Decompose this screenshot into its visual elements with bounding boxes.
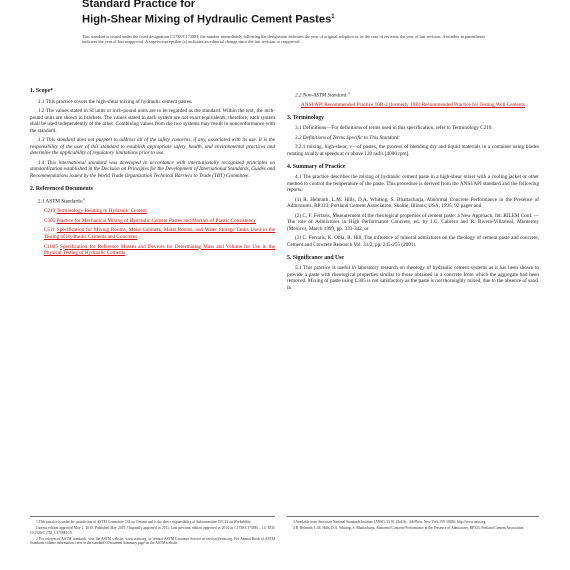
designation-notice: This standard is issued under the fixed designation C1738/C1738M; the number immediately following the designation indicates the year of original adoption or, in the case of revision, the year of last revision. A number in parentheses indicates the year of last reapproval. A superscript epsilon (ε) indicates an editorial change since the last revision or reapproval. — [82, 34, 485, 45]
para-4-1: 4.1 The practice describes the mixing of hydraulic cement paste in a high-shear mixer with a cooling jacket or other method to control the temperature of the paste. This procedure is derived from the ANSI/API standard and the following reports: — [287, 174, 539, 194]
para-4-ref-1: (1) R. Helmuth, L.M. Hills, D.A. Whiting, S. Bhattacharja, Abnormal Concrete Performance in the Presence of Admixtures, RP333, Portland Cement Association, Skokie, Illinois, USA, 1995, 92 pages and — [287, 196, 539, 210]
para-1-4: 1.4 This international standard was developed in accordance with internationally recognized principles on standardization established in the Decision on Principles for the Development of International Standards, Guides and Recommendations issued by the World Trade Organization Technical Barriers to Trade (TBT) Committee. — [30, 159, 275, 180]
section-5-heading: 5. Significance and Use — [287, 254, 345, 261]
section-1-heading: 1. Scope* — [30, 88, 54, 94]
left-column — [30, 82, 275, 260]
section-3-heading: 3. Terminology — [287, 114, 325, 121]
section-4-heading: 4. Summary of Practice — [287, 163, 346, 170]
title-line-2: High-Shear Mixing of Hydraulic Cement Pastes — [82, 13, 332, 26]
footnote-1b: Current edition approved May 1, 2019. Published May 2019. Originally approved in 2011. Last previous edition approved in 2014 as C1738/C1738M – 14. DOI: 10.1520/C1738_C1738M-19. — [30, 526, 275, 535]
para-5-1: 5.1 This practice is useful in laboratory research on rheology of hydraulic cement systems as it has been shown to provide a paste with rheological properties similar to those obtained in a concrete from which the aggregate had been removed. Mixing of paste using C305 is not satisfactory as the paste is not thoroughly mixed, due to the absence of sand. In — [287, 265, 539, 291]
ref-item[interactable]: C511 Specification for Mixing Rooms, Moist Cabinets, Moist Rooms, and Water Storage Tanks Used in the Testing of Hydraulic Cements and Concretes — [44, 227, 276, 241]
left-footnotes — [30, 516, 275, 547]
para-2-1: 2.1 ASTM Standards:$^2$ — [38, 197, 85, 205]
para-4-ref-2: (2) C. F. Ferraris, Measurement of the rheological properties of cement paste: a New Approach, Int. RILEM Conf. —The role of Admixtures in High Performance Concrete, ed. by J.G. Cabrera and R. Rivera-Villarreal, Monterrey (Mexico), March 1999, pp. 333-342, or — [287, 212, 539, 232]
footnote-1: 1 This practice is under the jurisdiction of ASTM Committee C01 on Cement and is the direct responsibility of Subcommittee C01.22 on Workability. — [36, 520, 252, 524]
ref-item[interactable]: C1005 Specification for Reference Masses and Devices for Determining Mass and Volume for Use in the Physical Testing of Hydraulic Cements — [44, 243, 275, 257]
document-title — [82, 0, 335, 27]
ansi-reference-link[interactable]: ANSI/API Recommended Practice 10B-2 (formerly 10B) Recommended Practice for Testing Well Cements — [301, 102, 525, 109]
right-footnotes — [287, 516, 539, 532]
section-2-heading: 2. Referenced Documents — [30, 185, 93, 192]
footnote-3: 3 Available from American National Standards Institute (ANSI), 25 W. 43rd St., 4th Floor, New York, NY 10036, http://www.ansi.org. — [293, 520, 487, 524]
ref-item[interactable]: C305 Practice for Mechanical Mixing of Hydraulic Cement Pastes and Mortars of Plastic Consistency — [44, 217, 256, 224]
title-line-1: Standard Practice for — [82, 0, 196, 10]
para-1-2: 1.2 The values stated in SI units or inch-pound units are to be regarded as the standard. Within the text, the inch-pound units are shown in brackets. The values stated in each system are not exact equivalents; therefore, each system shall be used independently of the other. Combining values from the two systems may result in nonconformance with the standard. — [30, 108, 275, 134]
para-1-3: 1.3 This standard does not purport to address all of the safety concerns, if any, associated with its use. It is the responsibility of the user of this standard to establish appropriate safety, health, and environmental practices and determine the applicability of regulatory limitations prior to use. — [30, 137, 275, 157]
ref-item[interactable]: C219 Terminology Relating to Hydraulic Cement — [44, 208, 147, 215]
footnote-4: 4 R. Helmuth, L.M. Hills, D.A. Whiting, S. Bhattacharja, Abnormal Concrete Performance in the Presence of Admixtures, RP333, Portland Cement Association. — [293, 526, 525, 531]
para-3-2-1: 3.2.1 mixing, high-shear, v—of pastes, the process of blending dry and liquid materials in a container using blades rotating axially at speeds at or above 120 rad/s [4000 rpm]. — [287, 144, 539, 158]
para-3-1: 3.1 Definitions—For definitions of terms used in this specification, refer to Terminology C219. — [295, 125, 493, 132]
para-2-2: 2.2 Non-ASTM Standard:$^3$ — [295, 91, 350, 99]
footnote-2: 2 For referenced ASTM standards, visit the ASTM website, www.astm.org, or contact ASTM Customer Service at service@astm.org. For Annual Book of ASTM Standards volume information, refer to the standard's Document Summary page on the ASTM website. — [30, 536, 275, 546]
para-4-ref-3: (3) C. Ferraris, K. Obla, R. Hill, The influence of mineral admixtures on the rheology of cement paste and concrete, Cement and Concrete Research Vol. 31/2, pp. 245-255 (2001). — [287, 235, 539, 249]
para-1-1: 1.1 This practice covers the high-shear mixing of hydraulic cement pastes. — [38, 98, 193, 105]
right-column — [287, 82, 539, 294]
title-footnote-mark: 1 — [331, 14, 335, 20]
para-3-2: 3.2 Definitions of Terms Specific to This Standard: — [295, 134, 401, 141]
